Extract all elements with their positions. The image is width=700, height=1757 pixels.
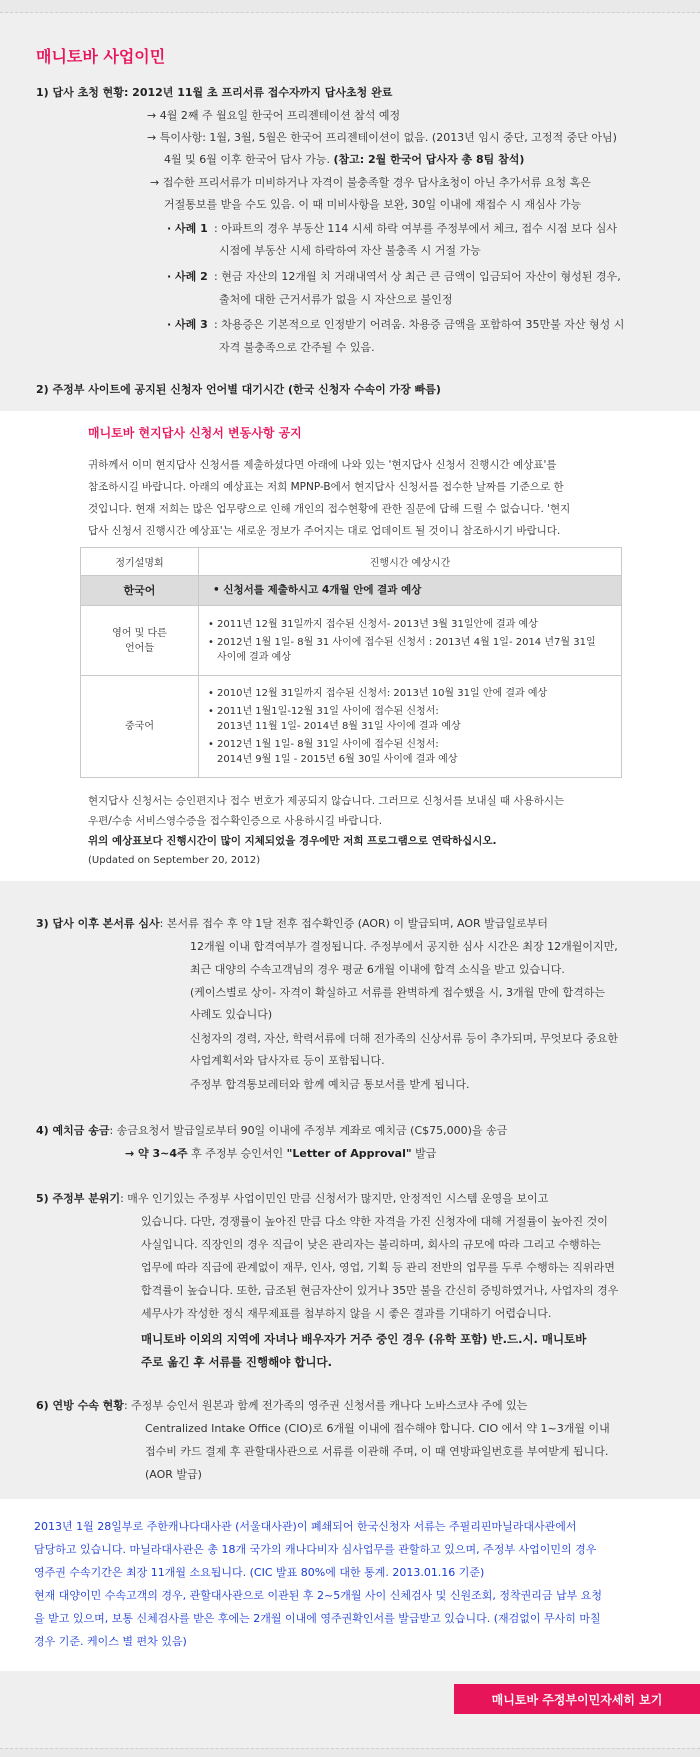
s1-line-2: → 특이사항: 1월, 3월, 5월은 한국어 프리젠테이션이 없음. (2013년 임시 중단, 고정적 중단 아님) xyxy=(147,131,617,144)
case-1-line-1: : 아파트의 경우 부동산 114 시세 하락 여부를 주정부에서 체크, 접수 시점 보다 심사 xyxy=(214,222,618,235)
notice-updated: (Updated on September 20, 2012) xyxy=(88,855,261,866)
lang-english: 영어 및 다른 언어들 xyxy=(81,606,199,676)
s3-line-7: 사업계획서와 답사자료 등이 포함됩니다. xyxy=(190,1054,385,1067)
list-item: • 2012년 1월 1일- 8월 31일 사이에 접수된 신청서: 2014년 9월 1일 - 2015년 6월 30일 사이에 결과 예상 xyxy=(217,737,615,767)
s3-line-6: 신청자의 경력, 자산, 학력서류에 더해 전가족의 신상서류 등이 추가되며, 무엇보다 중요한 xyxy=(190,1032,618,1045)
s5-line-8: 주로 옮긴 후 서류를 진행해야 합니다. xyxy=(141,1355,333,1369)
notice-footer-2: 우편/수송 서비스영수증을 접수확인증으로 사용하시길 바랍니다. xyxy=(88,815,383,827)
notice-title: 매니토바 현지답사 신청서 변동사항 공지 xyxy=(88,426,302,440)
notice-p3: 것입니다. 현재 저희는 많은 업무량으로 인해 개인의 접수현황에 관한 질문에 답해 드릴 수 없습니다. '현지 xyxy=(88,503,571,515)
case-2-label: · 사례 2 xyxy=(167,270,208,283)
table-row xyxy=(81,606,622,676)
s3-line-8: 주정부 합격통보레터와 함께 예치금 통보서를 받게 됩니다. xyxy=(190,1078,470,1091)
s1-line-1: → 4월 2째 주 월요일 한국어 프리젠테이션 참석 예정 xyxy=(147,109,401,122)
info-line-4: 현재 대양이민 수속고객의 경우, 관할대사관으로 이관된 후 2~5개월 사이 신체검사 및 신원조회, 정착권리금 납부 요청 xyxy=(34,1589,602,1602)
s1-heading: 1) 답사 초청 현황: 2012년 11월 초 프리서류 접수자까지 답사초청 완료 xyxy=(36,86,393,99)
s3-line-2: 12개월 이내 합격여부가 결정됩니다. 주정부에서 공지한 심사 시간은 최장 12개월이지만, xyxy=(190,940,618,953)
s5-line-2: 있습니다. 다만, 경쟁률이 높아진 만큼 다소 약한 자격을 가진 신청자에 대해 거절률이 높아진 것이 xyxy=(141,1215,608,1228)
s1-line-5: 거절통보를 받을 수도 있음. 이 때 미비사항을 보완, 30일 이내에 재접수 시 재심사 가능 xyxy=(164,198,582,211)
notice-p1: 귀하께서 이미 현지답사 신청서를 제출하셨다면 아래에 나와 있는 '현지답사 신청서 진행시간 예상표'를 xyxy=(88,459,557,471)
s6-line-2: Centralized Intake Office (CIO)로 6개월 이내에 접수해야 합니다. CIO 에서 약 1~3개월 이내 xyxy=(145,1422,610,1435)
english-desc xyxy=(199,606,622,676)
s5-heading: 5) 주정부 분위기 xyxy=(36,1192,121,1205)
case-3-label: · 사례 3 xyxy=(167,318,208,331)
bottom-divider xyxy=(0,1748,700,1749)
table-row xyxy=(81,576,622,606)
list-item: • 2012년 1월 1일- 8월 31 사이에 접수된 신청서 : 2013년 4월 1일- 2014 년7월 31일 사이에 결과 예상 xyxy=(217,635,615,665)
korean-desc: • 신청서를 제출하시고 4개월 안에 결과 예상 xyxy=(199,576,622,606)
chinese-desc xyxy=(199,676,622,778)
schedule-table xyxy=(80,547,622,778)
manitoba-detail-button[interactable]: 매니토바 주정부이민 자세히 보기 xyxy=(454,1684,700,1714)
s3-line-4: (케이스별로 상이- 자격이 확실하고 서류를 완벽하게 접수했을 시, 3개월 만에 합격하는 xyxy=(190,986,606,999)
section-3-6 xyxy=(0,881,700,1499)
case-3-line-1: : 차용증은 기본적으로 인정받기 어려움. 차용증 금액을 포함하여 35만불 자산 형성 시 xyxy=(214,318,625,331)
s5-line-1: 5) 주정부 분위기: 매우 인기있는 주정부 사업이민인 만큼 신청서가 많지만, 안정적인 시스템 운영을 보이고 xyxy=(36,1192,549,1205)
notice-footer-1: 현지답사 신청서는 승인편지나 접수 번호가 제공되지 않습니다. 그러므로 신청서를 보내실 때 사용하시는 xyxy=(88,795,565,807)
case-2-line-1: : 현금 자산의 12개월 치 거래내역서 상 최근 큰 금액이 입금되어 자산이 형성된 경우, xyxy=(214,270,621,283)
s5-line-7: 매니토바 이외의 지역에 자녀나 배우자가 거주 중인 경우 (유학 포함) 반.드.시. 매니토바 xyxy=(141,1332,587,1346)
notice-p4: 답사 신청서 진행시간 예상표'는 새로운 정보가 주어지는 대로 업데이트 될 것이니 참조하시기 바랍니다. xyxy=(88,525,561,537)
s3-heading: 3) 답사 이후 본서류 심사 xyxy=(36,917,160,930)
case-3-line-2: 자격 불충족으로 간주될 수 있음. xyxy=(219,341,375,354)
s2-heading: 2) 주정부 사이트에 공지된 신청자 언어별 대기시간 (한국 신청자 수속이 가장 빠름) xyxy=(36,383,441,396)
embassy-info-section xyxy=(0,1499,700,1671)
table-header-2: 진행시간 예상시간 xyxy=(199,548,622,576)
case-1-label: · 사례 1 xyxy=(167,222,208,235)
info-line-2: 담당하고 있습니다. 마닐라대사관은 총 18개 국가의 캐나다비자 심사업무를 관할하고 있으며, 주정부 사업이민의 경우 xyxy=(34,1543,597,1556)
notice-footer-3: 위의 예상표보다 진행시간이 많이 지체되었을 경우에만 저희 프로그램으로 연락하십시오. xyxy=(88,835,497,847)
s4-heading: 4) 예치금 송금 xyxy=(36,1124,110,1137)
list-item: • 2010년 12월 31일까지 접수된 신청서: 2013년 10월 31일 안에 결과 예상 xyxy=(217,686,615,701)
s6-line-1: 6) 연방 수속 현황: 주정부 승인서 원본과 함께 전가족의 영주권 신청서를 캐나다 노바스코샤 주에 있는 xyxy=(36,1399,528,1412)
s5-line-5: 합격률이 높습니다. 또한, 급조된 현금자산이 있거나 35만 불을 간신히 증빙하였거나, 사업자의 경우 xyxy=(141,1284,619,1297)
info-line-5: 을 받고 있으며, 보통 신체검사를 받은 후에는 2개월 이내에 영주권확인서를 발급받고 있습니다. (재검없이 무사히 마칠 xyxy=(34,1612,601,1625)
s3-line-1: 3) 답사 이후 본서류 심사: 본서류 접수 후 약 1달 전후 접수확인증 (AOR) 이 발급되며, AOR 발급일로부터 xyxy=(36,917,548,930)
s6-line-4: (AOR 발급) xyxy=(145,1468,202,1481)
s1-line-4: → 접수한 프리서류가 미비하거나 자격이 불충족할 경우 답사초청이 아닌 추가서류 요청 혹은 xyxy=(150,176,591,189)
s6-line-3: 접수비 카드 결제 후 관할대사관으로 서류를 이관해 주며, 이 때 연방파일번호를 부여받게 됩니다. xyxy=(145,1445,609,1458)
page-title: 매니토바 사업이민 xyxy=(36,47,166,66)
case-2-line-2: 출처에 대한 근거서류가 없을 시 자산으로 불인정 xyxy=(219,293,453,306)
notice-section xyxy=(0,411,700,881)
s6-heading: 6) 연방 수속 현황 xyxy=(36,1399,124,1412)
table-header-1: 정기설명회 xyxy=(81,548,199,576)
section-1 xyxy=(0,13,700,411)
s5-line-3: 사실입니다. 직장인의 경우 직급이 낮은 관리자는 불리하며, 회사의 규모에 따라 그리고 수행하는 xyxy=(141,1238,601,1251)
s1-line-3: 4월 및 6월 이후 한국어 답사 가능. (참고: 2월 한국어 답사자 총 8팀 참석) xyxy=(164,153,525,166)
lang-chinese: 중국어 xyxy=(81,676,199,778)
notice-p2: 참조하시길 바랍니다. 아래의 예상표는 저희 MPNP-B에서 현지답사 신청서를 접수한 날짜를 기준으로 한 xyxy=(88,481,564,493)
info-line-1: 2013년 1월 28일부로 주한캐나다대사관 (서울대사관)이 폐쇄되어 한국신청자 서류는 주필리핀마닐라대사관에서 xyxy=(34,1520,577,1533)
s3-line-5: 사례도 있습니다) xyxy=(190,1008,273,1021)
info-line-3: 영주권 수속기간은 최장 11개월 소요됩니다. (CIC 발표 80%에 대한 통계. 2013.01.16 기준) xyxy=(34,1566,485,1579)
case-1-line-2: 시점에 부동산 시세 하락하여 자산 불충족 시 거절 가능 xyxy=(219,244,481,257)
table-row xyxy=(81,676,622,778)
s4-line-2: → 약 3~4주 후 주정부 승인서인 "Letter of Approval" 발급 xyxy=(125,1147,437,1160)
list-item: • 2011년 12월 31일까지 접수된 신청서- 2013년 3월 31일안에 결과 예상 xyxy=(217,617,615,632)
lang-korean: 한국어 xyxy=(81,576,199,606)
s3-line-3: 최근 대양의 수속고객님의 경우 평균 6개월 이내에 합격 소식을 받고 있습니다. xyxy=(190,963,565,976)
table-header-row xyxy=(81,548,622,576)
s5-line-4: 업무에 따라 직급에 관계없이 재무, 인사, 영업, 기획 등 관리 전반의 업무를 두루 수행하는 직위라면 xyxy=(141,1261,615,1274)
s5-line-6: 세무사가 작성한 정식 재무제표를 첨부하지 않을 시 좋은 결과를 기대하기 어렵습니다. xyxy=(141,1307,552,1320)
s4-line-1: 4) 예치금 송금: 송금요청서 발급일로부터 90일 이내에 주정부 계좌로 예치금 (C$75,000)을 송금 xyxy=(36,1124,508,1137)
info-line-6: 경우 기준. 케이스 별 편차 있음) xyxy=(34,1635,187,1648)
list-item: • 2011년 1월1일-12월 31일 사이에 접수된 신청서: 2013년 11월 1일- 2014년 8월 31일 사이에 결과 예상 xyxy=(217,704,615,734)
